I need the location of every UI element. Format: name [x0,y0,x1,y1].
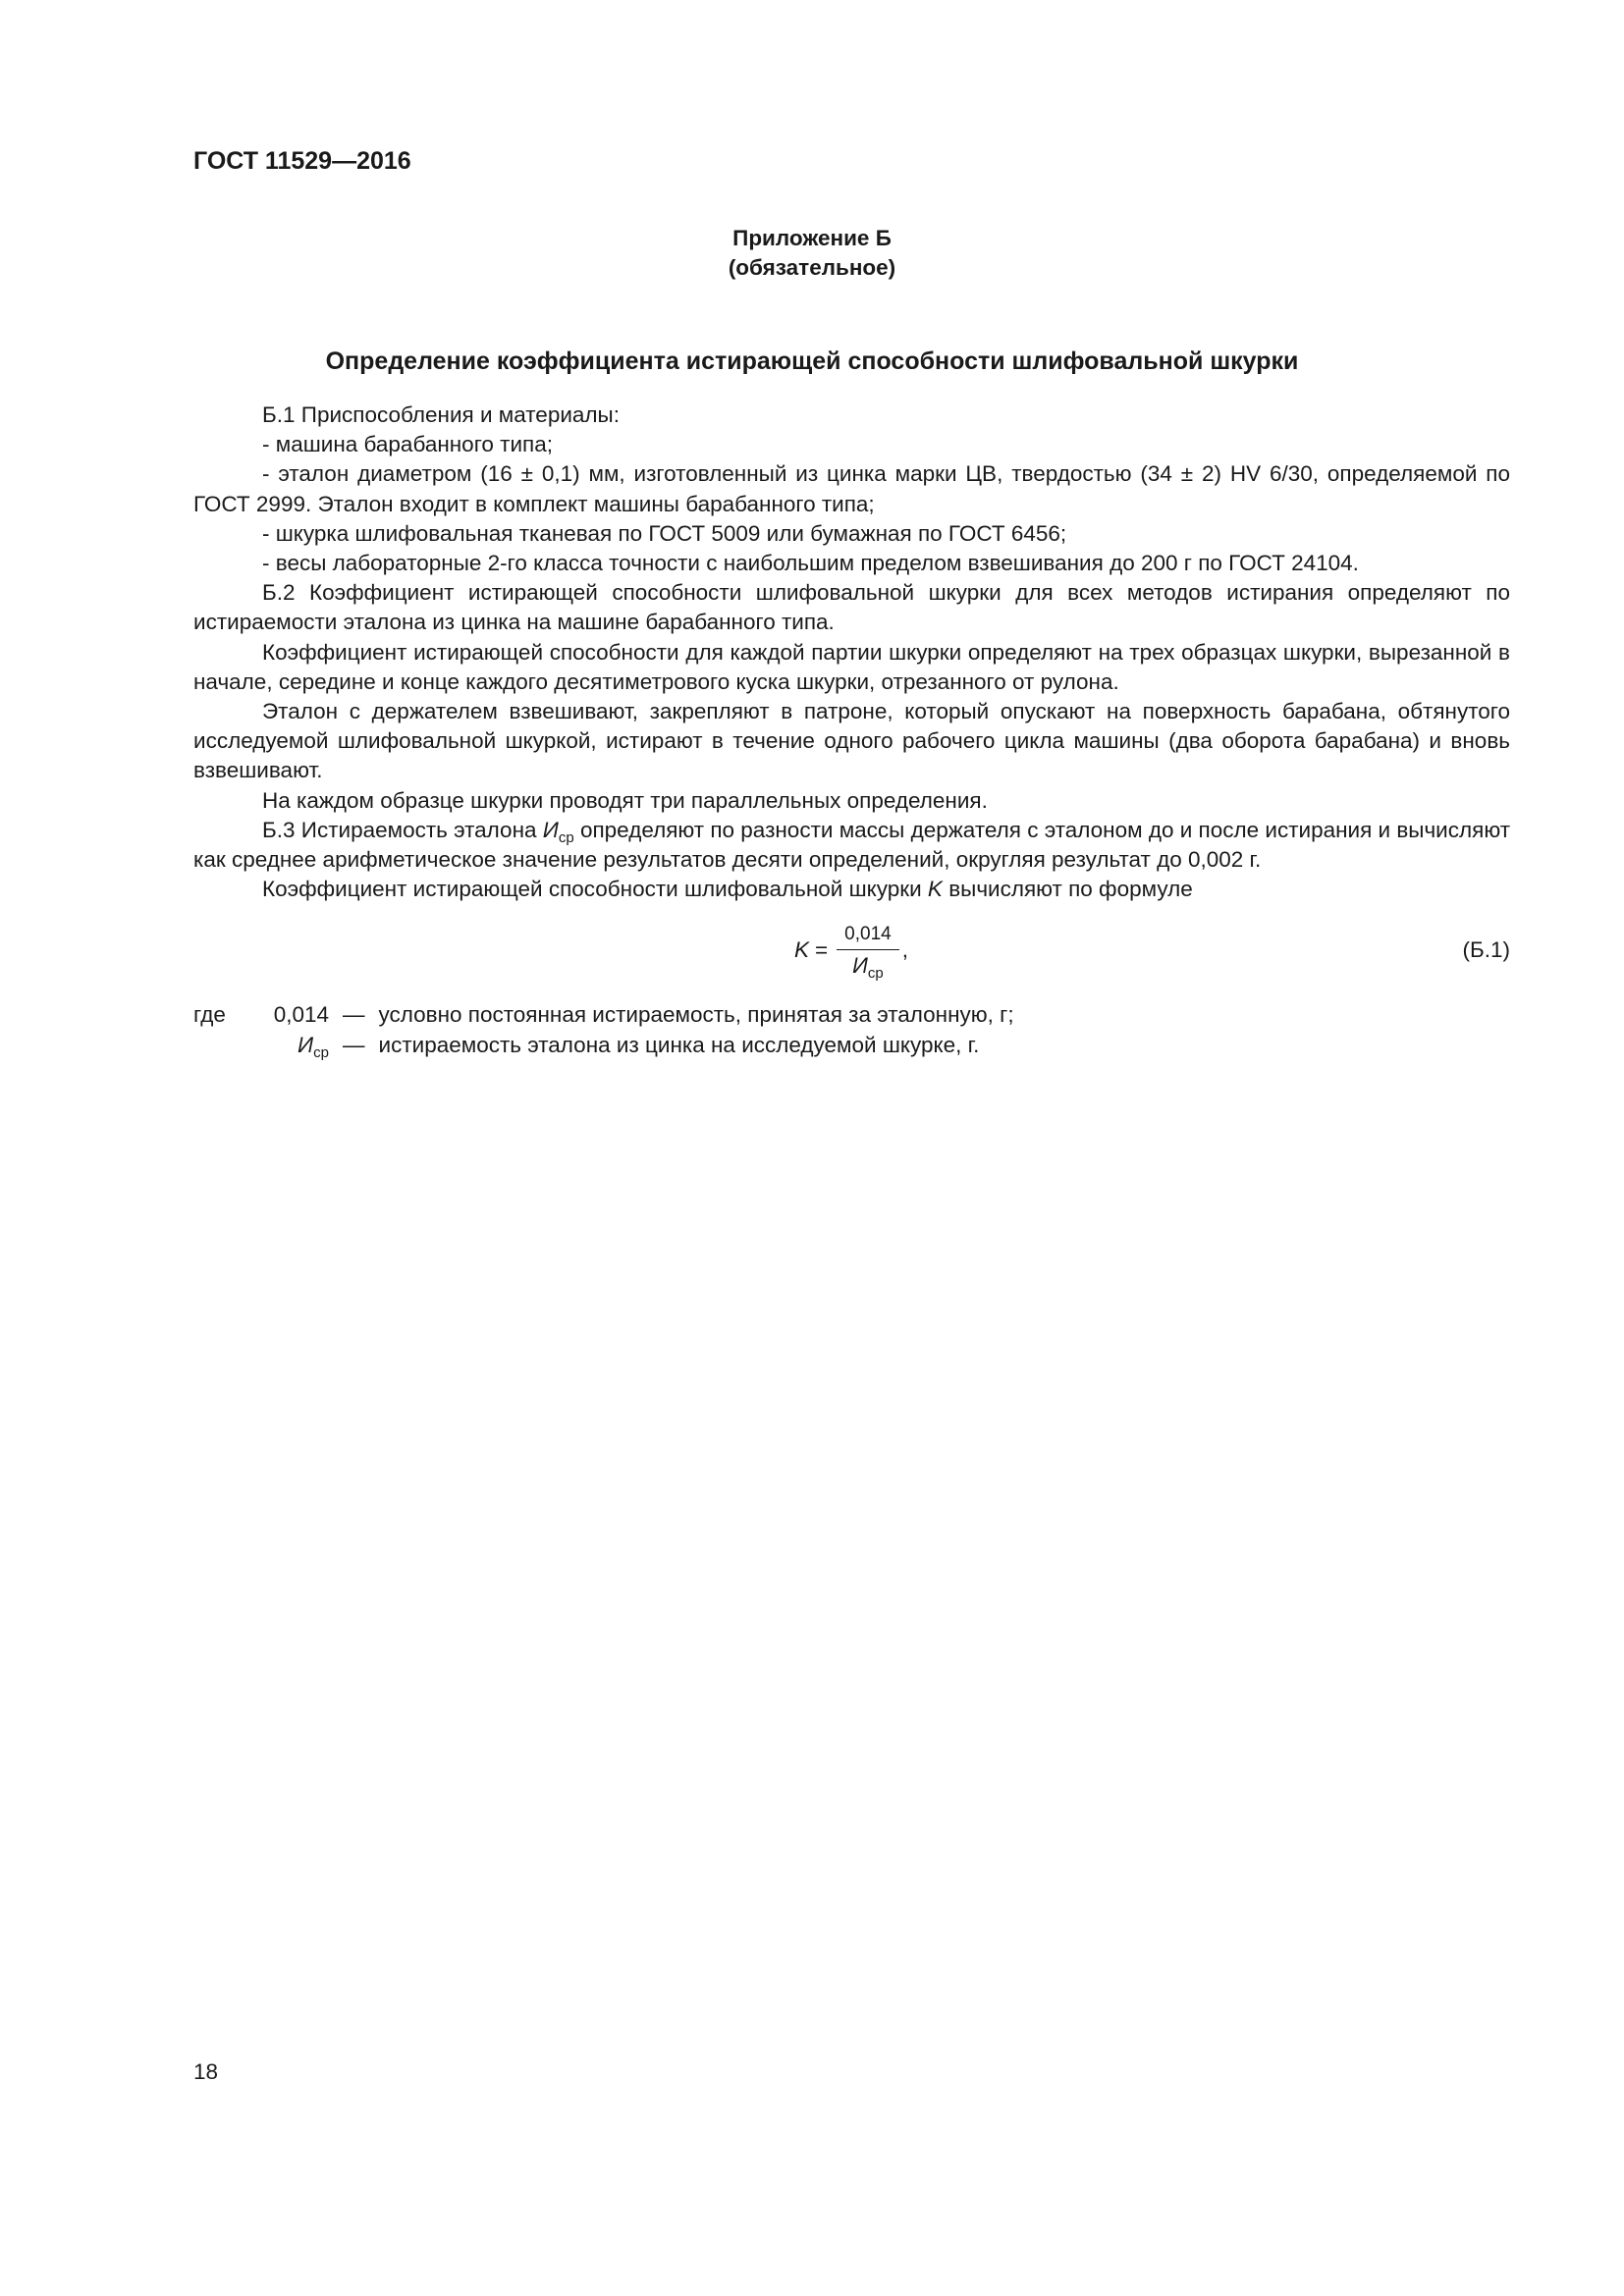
symbol-k: K [927,877,943,902]
where-dash: — [343,1032,365,1057]
where-text: истираемость эталона из цинка на исследуемой шкурке, г. [378,1032,980,1057]
symbol-abrasion: И [542,817,559,842]
paragraph [193,875,1510,904]
formula [794,908,908,992]
formula-numerator: 0,014 [837,923,899,950]
paragraph: Б.2 Коэффициент истирающей способности шлифовальной шкурки для всех методов истирания определяют по истираемости эталона из цинка на машине барабанного типа. [193,580,1510,635]
paragraph: Эталон с держателем взвешивают, закрепляют в патроне, который опускают на поверхность барабана, обтянутого исследуемой шлифовальной шкуркой, истирают в течение одного рабочего цикла машины (два оборота барабана) и вновь взвешивают. [193,699,1510,783]
page-number: 18 [193,2059,219,2084]
where-block [193,1000,1510,1059]
where-lead [193,1000,329,1030]
where-row [193,1031,1510,1060]
list-item: - шкурка шлифовальная тканевая по ГОСТ 5009 или бумажная по ГОСТ 6456; [262,520,1067,546]
formula-denominator [852,950,884,982]
paragraph [193,816,1510,875]
formula-block [193,908,1510,992]
b1-heading: Б.1 Приспособления и материалы: [262,402,620,427]
where-prefix: где [193,1002,226,1028]
text-run: Коэффициент истирающей способности шлифовальной шкурки [262,877,928,902]
where-dash: — [343,1002,365,1028]
formula-trailing: , [901,937,908,963]
standard-designation: ГОСТ 11529—2016 [193,147,411,175]
symbol-subscript: ср [558,828,574,846]
appendix-title: Приложение Б [732,226,892,250]
list-item: - эталон диаметром (16 ± 0,1) мм, изготовленный из цинка марки ЦВ, твердостью (34 ± 2) HV 6/30, определяемой по ГОСТ 2999. Эталон входит в комплект машины барабанного типа; [193,461,1510,516]
where-lead [193,1031,329,1060]
denominator-symbol: И [852,952,868,978]
text-run: вычисляют по формуле [942,877,1193,902]
appendix-heading [0,224,1624,283]
where-text: условно постоянная истираемость, принятая за эталонную, г; [378,1002,1014,1028]
where-symbol: И [298,1032,314,1057]
formula-lhs: K [794,937,810,963]
denominator-subscript: ср [867,964,884,982]
list-item: - весы лабораторные 2-го класса точности с наибольшим пределом взвешивания до 200 г по ГОСТ 24104. [262,551,1359,576]
list-item: - машина барабанного типа; [262,432,553,457]
appendix-status: (обязательное) [728,255,896,280]
where-subscript: ср [313,1043,329,1061]
text-run: Б.3 Истираемость эталона [262,817,543,842]
paragraph: На каждом образце шкурки проводят три параллельных определения. [262,787,988,813]
section-title: Определение коэффициента истирающей способности шлифовальной шкурки [325,347,1299,375]
equation-number: (Б.1) [1462,937,1510,963]
where-row [193,1000,1510,1030]
formula-fraction [837,923,899,982]
text-run: определяют по разности массы держателя с эталоном до и после истирания и вычисляют как среднее арифметическое значение результатов десяти определений, округляя результат до 0,002 г. [193,817,1511,873]
paragraph: Коэффициент истирающей способности для каждой партии шкурки определяют на трех образцах шкурки, вырезанной в начале, середине и конце каждого десятиметрового куска шкурки, отрезанного от рулона. [193,639,1510,694]
where-symbol: 0,014 [273,1002,329,1028]
document-body [193,400,1510,1060]
formula-equals: = [815,937,829,963]
